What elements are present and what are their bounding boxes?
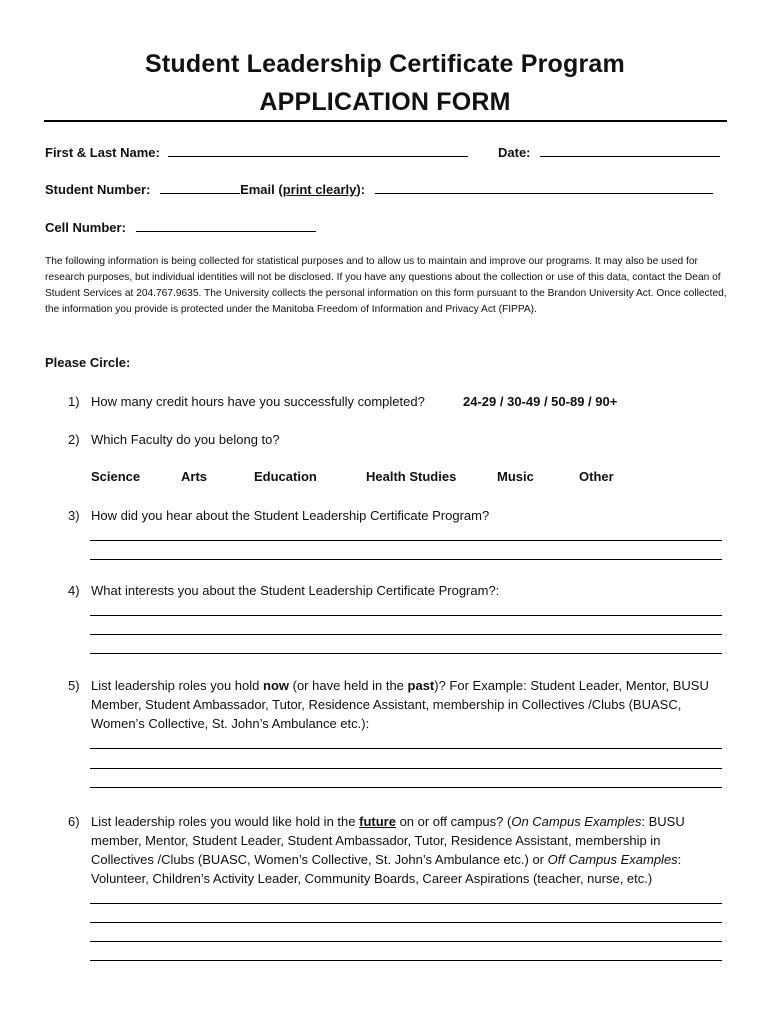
question-6-on-campus-heading: On Campus Examples [511,814,642,829]
question-6-text-part: List leadership roles you would like hold in the [91,814,360,829]
answer-line[interactable] [90,559,722,560]
email-label-prefix: Email ( [240,182,283,197]
date-field-row [498,144,720,160]
question-5-emphasis-past: past [407,678,435,693]
email-label-suffix: ): [356,182,366,197]
question-5-text-part: (or have held in the [289,678,408,693]
question-6-number: 6) [68,814,80,829]
answer-line[interactable] [90,922,722,923]
date-label: Date: [498,145,531,160]
cell-number-label: Cell Number: [45,220,126,235]
question-2-number: 2) [68,432,80,447]
faculty-option-science[interactable]: Science [91,469,141,484]
answer-line[interactable] [90,634,722,635]
email-label-underlined: print clearly [282,182,357,197]
question-6 [68,812,728,892]
question-5-text-part: )? For Example: Student Leader, Mentor, BUSU Member, Student Ambassador, Tutor, Residence Assistant, membership in Collectives /Clubs (BUASC, Women’s Collective, St. John’s Ambulance etc.): [91,678,709,731]
question-3-number: 3) [68,508,80,523]
question-5-text-part: List leadership roles you hold [91,678,263,693]
cell-number-row [45,219,316,235]
date-blank[interactable] [540,144,720,157]
credit-hours-options[interactable]: 24-29 / 30-49 / 50-89 / 90+ [463,394,618,409]
question-5-text [91,676,726,733]
question-1-text: How many credit hours have you successfully completed? [91,394,425,409]
faculty-option-arts[interactable]: Arts [181,469,208,484]
question-6-text-part: : BUSU member, Mentor, Student Leader, Student Ambassador, Tutor, Residence Assistant, membership in Collectives /Clubs (BUASC, Women’s Collective, St. John’s Ambulance etc.) or [91,814,685,867]
answer-line[interactable] [90,615,722,616]
question-5 [68,676,728,736]
name-label: First & Last Name: [45,145,160,160]
answer-line[interactable] [90,960,722,961]
student-number-row [45,181,713,197]
answer-line[interactable] [90,903,722,904]
email-blank[interactable] [375,181,713,194]
question-3 [68,506,728,526]
header-divider [44,120,727,122]
answer-line[interactable] [90,941,722,942]
question-6-off-campus-heading: Off Campus Examples [547,852,678,867]
faculty-option-other[interactable]: Other [579,469,614,484]
faculty-option-music[interactable]: Music [497,469,534,484]
question-6-emphasis-future: future [359,814,396,829]
student-number-label: Student Number: [45,182,151,197]
question-6-text [91,812,726,888]
answer-line[interactable] [90,787,722,788]
answer-line[interactable] [90,748,722,749]
question-4-text: What interests you about the Student Leadership Certificate Program?: [91,583,500,598]
section-title: Please Circle: [45,355,131,370]
faculty-option-health-studies[interactable]: Health Studies [366,469,457,484]
question-5-number: 5) [68,678,80,693]
question-1-number: 1) [68,394,80,409]
cell-number-blank[interactable] [136,219,316,232]
form-title: Student Leadership Certificate Program [145,50,625,78]
question-2 [68,430,728,450]
answer-line[interactable] [90,540,722,541]
form-subtitle: APPLICATION FORM [259,88,511,116]
question-2-text: Which Faculty do you belong to? [91,432,280,447]
name-field-row [45,144,468,160]
faculty-option-education[interactable]: Education [254,469,317,484]
student-number-blank[interactable] [160,181,240,194]
answer-line[interactable] [90,653,722,654]
question-3-text: How did you hear about the Student Leadership Certificate Program? [91,508,490,523]
question-4-number: 4) [68,583,80,598]
name-blank[interactable] [168,144,468,157]
question-1 [68,392,728,412]
question-6-text-part: on or off campus? ( [395,814,512,829]
privacy-notice: The following information is being collected for statistical purposes and to allow us to maintain and improve our programs. It may also be used for research purposes, but individual identities will not be disclosed. If you have any questions about the collection or use of this data, contact the Dean of Student Services at 204.767.9635. The University collects the personal information on this form pursuant to the Brandon University Act. Once collected, the information you provide is protected under the Manitoba Freedom of Information and Privacy Act (FIPPA). [45,256,727,315]
question-6-text-part: : Volunteer, Children’s Activity Leader, Community Boards, Career Aspirations (teacher, nurse, etc.) [91,852,682,886]
question-5-emphasis-now: now [263,678,289,693]
question-4 [68,581,728,601]
answer-line[interactable] [90,768,722,769]
